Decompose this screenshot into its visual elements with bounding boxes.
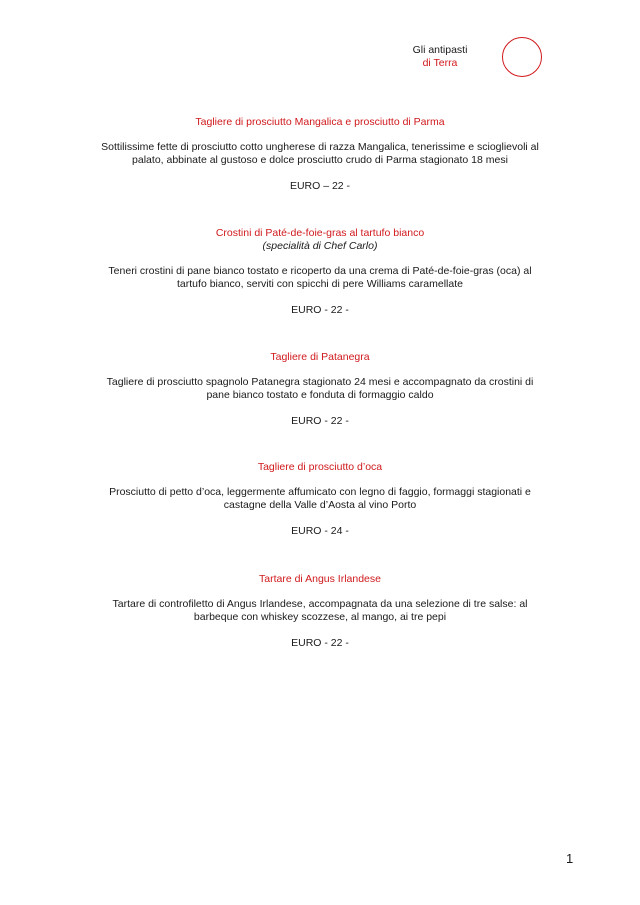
dish-description-line: barbeque con whiskey scozzese, al mango, ai tre pepi	[193, 611, 447, 623]
page-number: 1	[566, 851, 574, 866]
dish-description	[80, 141, 560, 167]
dish-item	[80, 227, 560, 317]
dish-title: Tagliere di Patanegra	[270, 351, 370, 363]
dish-subtitle: (specialità di Chef Carlo)	[262, 240, 378, 252]
dish-title: Tagliere di prosciutto d’oca	[257, 461, 383, 473]
dish-title: Tagliere di prosciutto Mangalica e prosciutto di Parma	[195, 116, 445, 128]
dish-description-line: Prosciutto di petto d’oca, leggermente affumicato con legno di faggio, formaggi stagionati e	[109, 486, 531, 498]
dish-price: EURO - 22 -	[291, 304, 349, 316]
dish-price: EURO – 22 -	[289, 180, 351, 192]
dish-price: EURO - 22 -	[291, 415, 349, 427]
dish-description-line: palato, abbinate al gustoso e dolce prosciutto crudo di Parma stagionato 18 mesi	[132, 154, 508, 166]
dish-description-line: Tartare di controfiletto di Angus Irlandese, accompagnata da una selezione di tre salse: al	[112, 598, 528, 610]
dish-description-line: castagne della Valle d’Aosta al vino Porto	[223, 499, 417, 511]
decorative-circle-icon	[502, 37, 542, 77]
dish-description-line: Sottilissime fette di prosciutto cotto ungherese di razza Mangalica, tenerissime e scioglievoli al	[101, 141, 539, 153]
dish-item	[80, 116, 560, 193]
dish-item	[80, 461, 560, 538]
dish-description-line: pane bianco tostato e fonduta di formaggio caldo	[206, 389, 434, 401]
dish-item	[80, 351, 560, 428]
dish-price: EURO - 22 -	[291, 637, 349, 649]
section-title-line2: di Terra	[422, 57, 458, 69]
dish-description-line: tartufo bianco, serviti con spicchi di pere Williams caramellate	[177, 278, 463, 290]
section-header	[400, 44, 480, 70]
dish-title: Crostini di Paté-de-foie-gras al tartufo bianco	[215, 227, 425, 239]
dish-item	[80, 573, 560, 650]
dish-description	[80, 376, 560, 402]
dish-description	[80, 265, 560, 291]
dish-description	[80, 598, 560, 624]
section-title-line1: Gli antipasti	[412, 44, 468, 56]
dish-description-line: Tagliere di prosciutto spagnolo Patanegra stagionato 24 mesi e accompagnato da crostini di	[106, 376, 534, 388]
dish-description	[80, 486, 560, 512]
dish-title: Tartare di Angus Irlandese	[259, 573, 381, 585]
dish-description-line: Teneri crostini di pane bianco tostato e ricoperto da una crema di Paté-de-foie-gras (oca) al	[108, 265, 532, 277]
dish-price: EURO - 24 -	[291, 525, 349, 537]
